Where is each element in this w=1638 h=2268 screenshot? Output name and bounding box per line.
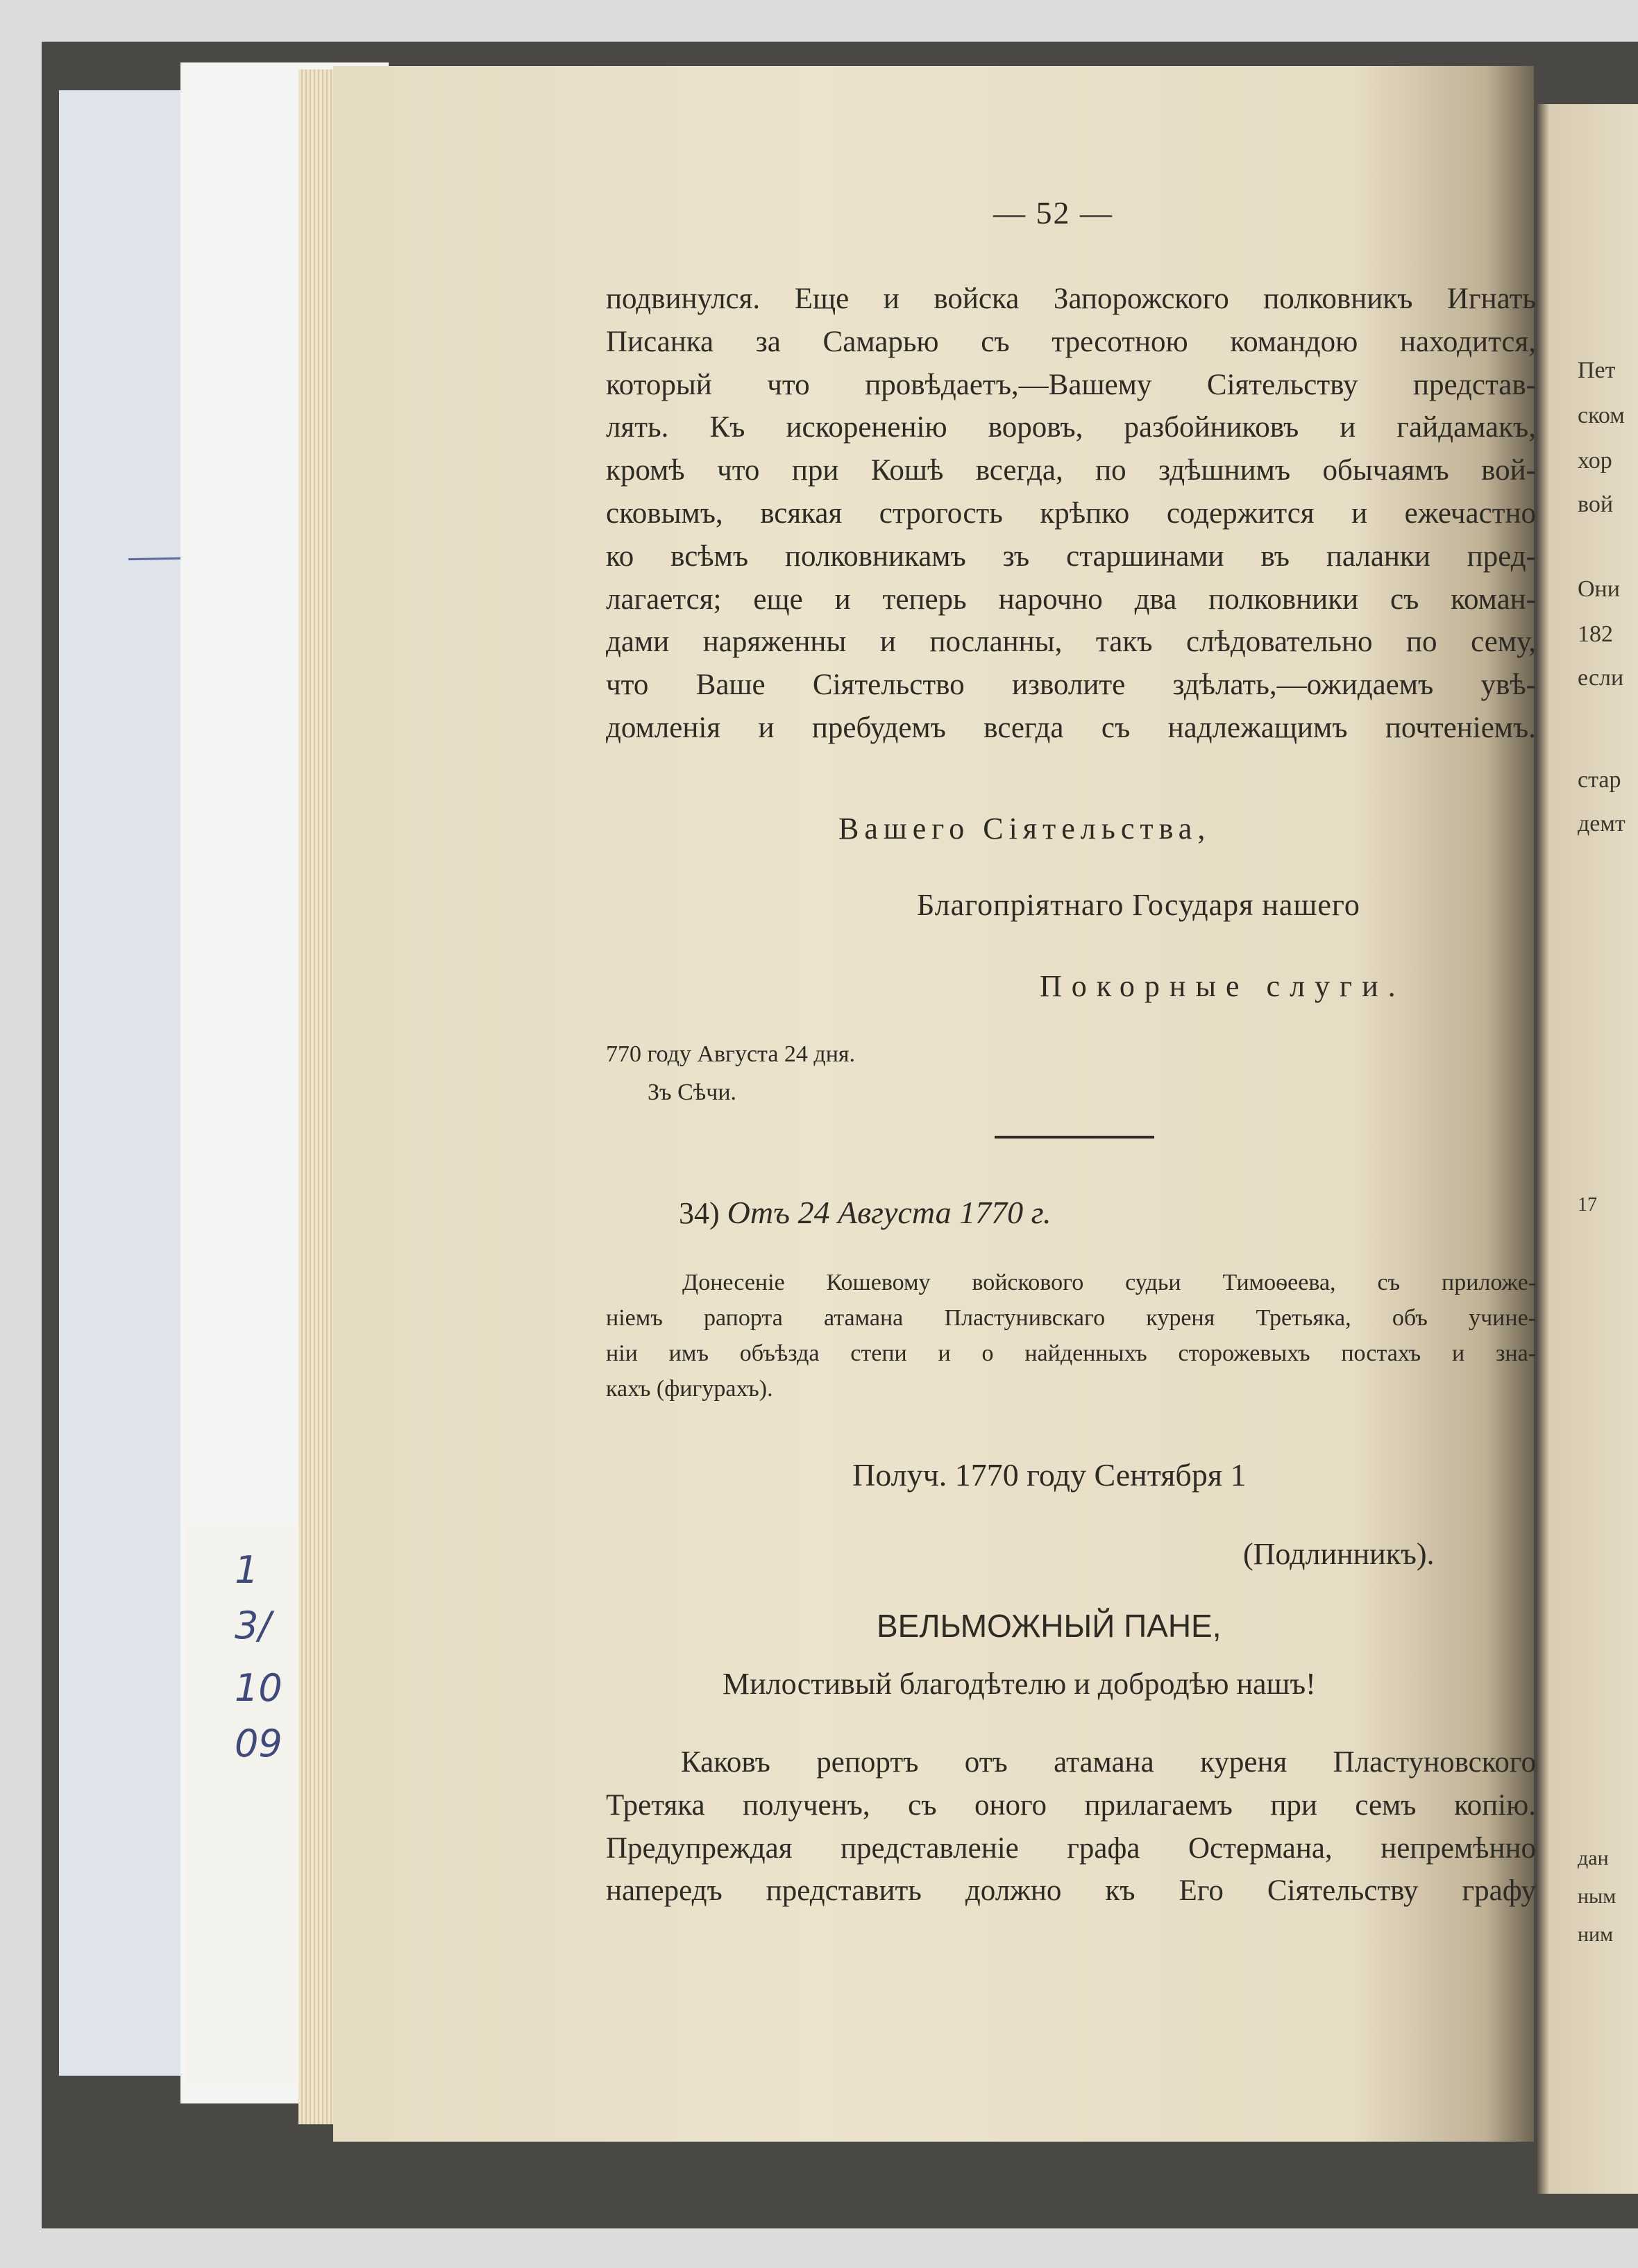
body-text bbox=[606, 278, 1536, 750]
text-line: сковымъ, всякая строгость крѣпко содержится и ежечастно bbox=[606, 496, 1536, 530]
archive-tag-line-2: 3/ bbox=[235, 1604, 271, 1647]
closing-line-1: Вашего Сіятельства, bbox=[838, 812, 1211, 846]
section-divider bbox=[995, 1136, 1154, 1139]
document-number: 34) bbox=[679, 1196, 720, 1230]
text-line: ко всѣмъ полковникамъ зъ старшинами въ паланки пред- bbox=[606, 539, 1536, 573]
archive-tag-line-3: 10 bbox=[235, 1666, 282, 1710]
document-heading bbox=[679, 1194, 1051, 1231]
summary-line: ніемъ рапорта атамана Пластунивскаго куреня Третьяка, объ учине- bbox=[606, 1305, 1536, 1331]
text-line: что Ваше Сіятельство изволите здѣлать,—ожидаемъ увѣ- bbox=[606, 669, 1536, 702]
adjacent-fragment: демт bbox=[1578, 811, 1626, 837]
archive-tag-line-1: 1 bbox=[235, 1548, 259, 1592]
letter-line: напередъ представить должно къ Его Сіятельству графу bbox=[606, 1874, 1536, 1908]
document-title: Отъ 24 Августа 1770 г. bbox=[727, 1195, 1052, 1230]
adjacent-fragment: ним bbox=[1578, 1923, 1614, 1946]
address-line: Милостивый благодѣтелю и добродѣю нашъ! bbox=[723, 1667, 1316, 1701]
original-note: (Подлинникъ). bbox=[1243, 1537, 1435, 1571]
letter-text bbox=[606, 1741, 1536, 1913]
dateline-place: Зъ Сѣчи. bbox=[648, 1080, 737, 1105]
adjacent-fragment: дан bbox=[1578, 1847, 1609, 1870]
adjacent-fragment: 17 bbox=[1578, 1194, 1597, 1216]
text-line: домленія и пребудемъ всегда съ надлежащимъ почтеніемъ. bbox=[606, 711, 1536, 744]
document-summary bbox=[606, 1265, 1536, 1406]
adjacent-fragment: если bbox=[1578, 665, 1624, 691]
closing-line-2: Благопріятнаго Государя нашего bbox=[917, 888, 1360, 922]
archive-tag bbox=[186, 1527, 297, 2083]
adjacent-fragment: Пет bbox=[1578, 358, 1616, 383]
summary-line: ніи имъ объѣзда степи и о найденныхъ сторожевыхъ постахъ и зна- bbox=[606, 1341, 1536, 1366]
salutation: ВЕЛЬМОЖНЫЙ ПАНЕ, bbox=[877, 1608, 1222, 1644]
text-line: который что провѣдаетъ,—Вашему Сіятельству представ- bbox=[606, 368, 1536, 401]
adjacent-fragment: стар bbox=[1578, 767, 1621, 793]
letter-line: Предупреждая представленіе графа Остермана, непремѣнно bbox=[606, 1831, 1536, 1865]
text-line: дами наряженны и посланны, такъ слѣдовательно по сему, bbox=[606, 625, 1536, 659]
text-line: Писанка за Самарью съ тресотною командою находится, bbox=[606, 325, 1536, 358]
text-line: кромѣ что при Кошѣ всегда, по здѣшнимъ обычаямъ вой- bbox=[606, 454, 1536, 487]
adjacent-fragment: вой bbox=[1578, 492, 1614, 517]
adjacent-fragment: Они bbox=[1578, 576, 1620, 602]
archive-tag-line-4: 09 bbox=[235, 1722, 282, 1765]
letter-line: Каковъ репортъ отъ атамана куреня Пластуновского bbox=[681, 1746, 1536, 1779]
text-line: лять. Къ искорененію воровъ, разбойниковъ и гайдамакъ, bbox=[606, 411, 1536, 444]
adjacent-page bbox=[1537, 104, 1638, 2194]
received-note: Получ. 1770 году Сентября 1 bbox=[852, 1457, 1247, 1493]
text-line: подвинулся. Еще и войска Запорожского полковникъ Игнать bbox=[606, 283, 1536, 315]
adjacent-fragment: ным bbox=[1578, 1885, 1616, 1908]
adjacent-fragment: 182 bbox=[1578, 621, 1613, 647]
adjacent-fragment: ском bbox=[1578, 403, 1625, 428]
text-line: лагается; еще и теперь нарочно два полковники съ коман- bbox=[606, 582, 1536, 616]
page-number: — 52 — bbox=[993, 195, 1113, 230]
closing-signature: Покорные слуги. bbox=[1040, 969, 1405, 1003]
summary-line: Донесеніе Кошевому войскового судьи Тимоѳеева, съ приложе- bbox=[682, 1270, 1536, 1295]
dateline-date: 770 году Августа 24 дня. bbox=[606, 1041, 856, 1067]
summary-line: кахъ (фигурахъ). bbox=[606, 1376, 773, 1402]
adjacent-fragment: хор bbox=[1578, 448, 1612, 473]
letter-line: Третяка полученъ, съ оного прилагаемъ при семъ копію. bbox=[606, 1788, 1536, 1822]
